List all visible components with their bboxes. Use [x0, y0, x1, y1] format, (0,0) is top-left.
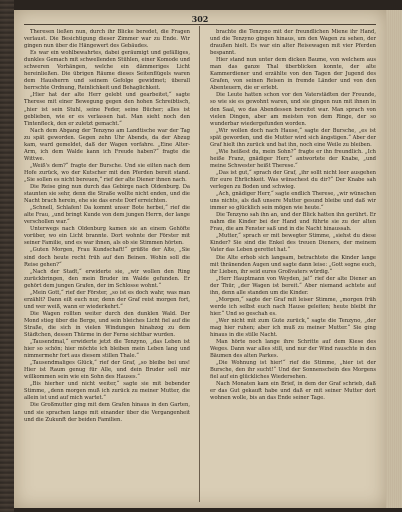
paragraph: „Bis hierher und nicht weiter,“ sagte sie mit bebender Stimme, „denn morgen muß ich zurück zu meiner Mutter, die allein ist und auf mich wartet.“ — [24, 381, 190, 402]
paragraph: „Herr Hauptmann von Weyden, ja!“ rief der alte Diener an der Thür, „der Wagen ist bereit.“ Aber niemand achtete auf ihn, denn alle standen um die Kinder. — [210, 275, 376, 296]
paragraph: Theresen ließen nun, durch ihr Blicke beredet, die Fragen verlaust. Die Besichtigung dieser Zimmer war zu Ende. Wir gingen nun über die Hängewert des Gebäudes. — [24, 29, 190, 50]
paragraph: „Wer nicht mit zum Gute zurück,“ sagte die Tenzyno, „der mag hier ruhen; aber ich muß zu meiner Mutter.“ Sie ging hinaus in die stille Nacht. — [210, 317, 376, 339]
paragraph: „Guten Morgen, Frau Kundschaft!“ grüßte der Alte, „Sie sind doch heute recht früh auf den Beinen. Wohin soll die Reise gehen?“ — [24, 247, 190, 268]
paragraph: „Schnell, Schlafen! Da kommt unser Bote herbei,“ rief die alte Frau, „und bringt Kunde von dem jungen Herrn, der lange verschollen war.“ — [24, 205, 190, 226]
paragraph: „Mutter,“ sprach er mit bewegter Stimme, „siehst du diese Kinder? Sie sind die Enkel des treuen Dieners, der meinem Vater das Leben gerettet hat.“ — [210, 233, 376, 254]
paragraph: Es war ein wohlbewahrtes, dabei geräumigt und gefälliges, dunkles Gemach mit schwellenden Stühlen, einer Komode und schweren Vorhängen, welche ein dämmeriges Licht hereinließen. Die übrigen Räume dieses Seitenflügels waren dem Hausherrn und seinem Gefolge gewidmet; überall herrschte Ordnung, Reinlichkeit und Behaglichkeit. — [24, 50, 190, 92]
paragraph: „Das ist gut,“ sprach der Graf, „ihr sollt nicht leer ausgehen für eure Ehrlichkeit. Was wünschest du dir?“ Der Knabe sah verlegen zu Boden und schwieg. — [210, 169, 376, 191]
paragraph: Hier stand nun unter dem dicken Baume, von welchem aus man das ganze Thal überblicken konnte, der alte Kammerdiener und erzählte von den Tagen der Jugend des Grafen, von seinen Reisen in fremde Länder und von den Abenteuern, die er erlebt. — [210, 57, 376, 92]
book-binding — [0, 0, 14, 512]
paragraph: „Wie heißest du, mein Sohn?“ fragte er ihn freundlich. „Ich heiße Franz, gnädiger Herr,“ antwortete der Knabe, „und meine Schwester heißt Therese.“ — [210, 148, 376, 169]
header-rule — [24, 24, 376, 25]
paragraph: Die Tenzyno sah ihn an, und der Blick hatten ihn gerührt. Er nahm die Kinder bei der Hand und führte sie zu der alten Frau, die am Fenster saß und in die Nacht hinaussah. — [210, 212, 376, 233]
book-page — [14, 10, 386, 508]
paragraph: Nach dem Abgang der Tenzyno am Landtische war der Tag zu spät geworden. Gegen zehn Uhr Abends, da der Abzug kam, ward gemeldet, daß der Wagen vorfahre. „Eine Alter-Arm, ich dem Walde kann ich Freude haben?“ fragte die Wittwe. — [24, 127, 190, 162]
paragraph: Die Alte erhob sich langsam, betrachtete die Kinder lange mit thränenden Augen und sagte dann leise: „Gott segne euch, ihr Lieben, ihr seid eures Großvaters würdig.“ — [210, 254, 376, 275]
column-divider — [199, 26, 200, 502]
page-edges — [386, 10, 402, 508]
paragraph: „Tausendmal,“ erwiderte jetzt die Tenzyno, „das Leben ist hier so schön; hier möchte ich bleiben mein Leben lang und nimmermehr fort aus diesem stillen Thale.“ — [24, 339, 190, 360]
paragraph: Die Großmutter ging mit dem Grafen hinaus in den Garten, und sie sprachen lange mit einander über die Vergangenheit und die Zukunft der beiden Familien. — [24, 402, 190, 423]
paragraph: „Nach der Stadt,“ erwiderte sie, „wir wollen den Ring zurückbringen, den mein Bruder im Walde gefunden. Er gehört dem jungen Grafen, der im Schlosse wohnt.“ — [24, 268, 190, 289]
paragraph: „Tausendmaliges Glück,“ rief der Graf, „so bleibe bei uns! Hier ist Raum genug für Alle, und dein Bruder soll mir willkommen sein wie ein Sohn des Hauses.“ — [24, 360, 190, 381]
paragraph: Die Reise ging nun durch das Gebirge nach Oldenburg. Da staunten sie sehr, denn die Straße wollte nicht enden, und die Nacht brach herein, ehe sie das erste Dorf erreichten. — [24, 184, 190, 205]
paragraph: brachte die Tenzyno mit der freundlichen Miene ihr Hand, und die Tenzyno gingen hinaus, um den Wagen zu sehen, der draußen hielt. Es war ein alter Reisewagen mit vier Pferden bespannt. — [210, 29, 376, 57]
paragraph: „Ach, gnädiger Herr,“ sagte endlich Therese, „wir wünschen uns nichts, als daß unsere Mutter gesund bleibe und daß wir immer so glücklich sein mögen wie heute.“ — [210, 191, 376, 212]
paragraph: Die Wagen rollten weiter durch den dunklen Wald. Der Mond stieg über die Berge, und sein bleiches Licht fiel auf die Straße, die sich in vielen Windungen hinabzog zu dem Städtchen, dessen Thürme in der Ferne sichtbar wurden. — [24, 310, 190, 339]
paragraph: „Wir wollen doch nach Hause,“ sagte der Bursche, „es ist spät geworden, und die Mutter wird sich ängstigen.“ Aber der Graf hielt ihn zurück und bat ihn, noch eine Weile zu bleiben. — [210, 127, 376, 148]
paragraph: „Morgen,“ sagte der Graf mit leiser Stimme, „morgen früh werde ich selbst euch nach Hause geleiten; heute bleibt ihr hier.“ Und so geschah es. — [210, 296, 376, 317]
paragraph: „Hier hat der alte Herr gelebt und gearbeitet,“ sagte Therese mit einer Bewegung gegen den hohen Schreibtisch, „hier ist sein Stuhl, seine Feder, seine Bücher; alles ist geblieben, wie er es verlassen hat. Man sieht noch den Tintenfleck, den er zuletzt gemacht.“ — [24, 92, 190, 127]
paragraph: Man hörte noch lange ihre Schritte auf dem Kiese des Weges. Dann war alles still, und nur der Wind rauschte in den Bäumen des alten Parkes. — [210, 339, 376, 360]
paragraph: „Die Wohnung ist hier!“ rief die Stimme, „hier ist der Bursche, den ihr sucht!“ Und der Sonnenschein des Morgens fiel auf ein glückliches Wiedersehen. — [210, 360, 376, 381]
paragraph: „Mein Gott,“ rief der Förster, „so ist es doch wahr, was man erzählt? Dann eilt euch nur, denn der Graf reist morgen fort, und wer weiß, wann er wiederkehrt.“ — [24, 289, 190, 310]
paragraph: Unterwegs nach Oldenburg kamen sie an einem Gehöfte vorüber, wo ein Licht brannte. Dort wohnte der Förster mit seiner Familie, und es war ihnen, als ob sie Stimmen hörten. — [24, 226, 190, 247]
left-column — [24, 29, 190, 502]
paragraph: „Weiß's dem?“ fragte der Bursche. Und sie eilten nach dem Hofe zurück, wo der Kutscher mit den Pferden bereit stand. „Sie sollen es nicht bereuen,“ rief der alte Diener ihnen nach. — [24, 162, 190, 183]
page-number: 302 — [191, 14, 209, 24]
paragraph: Nach Monaten kam ein Brief, in dem der Graf schrieb, daß er das Gut gekauft habe und daß er mit seiner Mutter dort wohnen wolle, bis an das Ende seiner Tage. — [210, 381, 376, 402]
paragraph: Die Leute hatten schon vor den Vaterstädten der Freunde, so wie sie es gewohnt waren, und sie gingen nun mit ihnen in den Saal, wo das Abendessen bereitet war. Man sprach von vielen Dingen, aber am meisten von dem Ringe, der so wunderbar wiedergefunden worden. — [210, 92, 376, 127]
right-column — [210, 29, 376, 502]
